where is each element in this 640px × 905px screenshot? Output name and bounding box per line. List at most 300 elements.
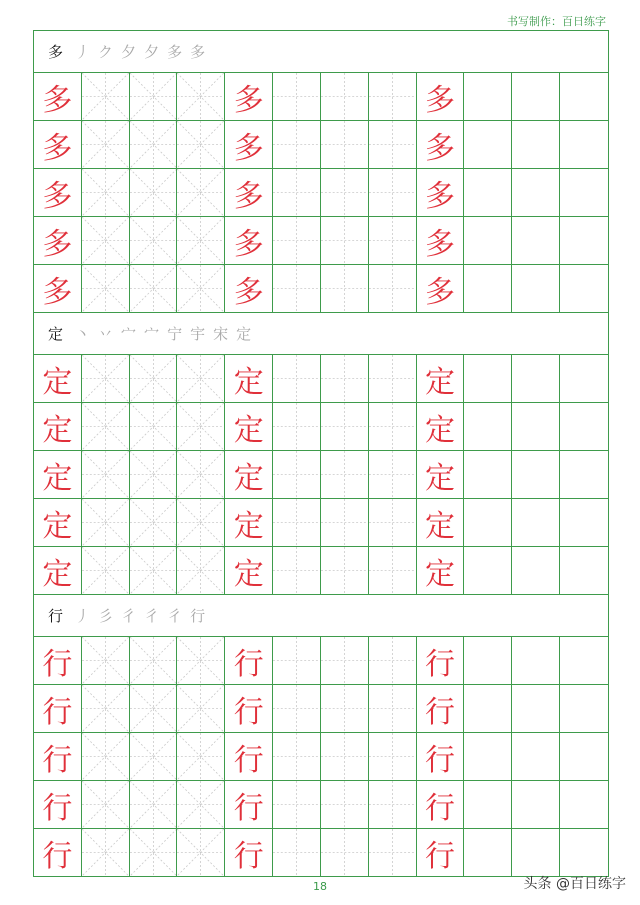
practice-cell[interactable] [177,121,225,168]
section-header [34,31,608,73]
blank-practice-cell[interactable] [464,547,512,594]
model-character-cell[interactable] [417,781,465,828]
practice-cell[interactable] [82,73,130,120]
model-character-cell[interactable] [417,499,465,546]
model-character-cell[interactable] [417,451,465,498]
model-character: 行 [425,790,456,826]
practice-cell[interactable] [321,73,369,120]
practice-cell[interactable] [130,685,178,732]
model-character-cell[interactable] [225,781,273,828]
field-grid-guide [273,829,320,876]
model-character: 多 [425,130,456,166]
practice-cell[interactable] [369,265,417,312]
model-character-cell[interactable] [225,547,273,594]
practice-cell[interactable] [369,403,417,450]
model-character-cell[interactable] [34,403,82,450]
model-character: 多 [42,226,73,262]
practice-cell[interactable] [321,685,369,732]
model-character: 定 [233,412,264,448]
practice-row [34,829,608,877]
model-character-cell[interactable] [225,637,273,684]
blank-practice-cell[interactable] [512,403,560,450]
model-character-cell[interactable] [34,355,82,402]
practice-cell[interactable] [369,169,417,216]
blank-practice-cell[interactable] [512,73,560,120]
practice-cell[interactable] [369,781,417,828]
rice-grid-guide [130,451,177,498]
rice-grid-guide [130,685,177,732]
blank-practice-cell[interactable] [512,451,560,498]
blank-practice-cell[interactable] [512,733,560,780]
practice-cell[interactable] [273,499,321,546]
rice-grid-guide [82,637,129,684]
practice-cell[interactable] [82,637,130,684]
blank-practice-cell[interactable] [512,781,560,828]
practice-cell[interactable] [82,685,130,732]
field-grid-guide [321,547,368,594]
practice-cell[interactable] [273,547,321,594]
blank-practice-cell[interactable] [560,685,608,732]
model-character: 定 [42,412,73,448]
practice-cell[interactable] [273,637,321,684]
rice-grid-guide [130,781,177,828]
model-character: 行 [425,838,456,874]
rice-grid-guide [177,637,224,684]
practice-row [34,637,608,685]
field-grid-guide [369,169,416,216]
rice-grid-guide [177,685,224,732]
field-grid-guide [369,637,416,684]
model-character: 定 [42,556,73,592]
practice-cell[interactable] [82,403,130,450]
model-character-cell[interactable] [417,355,465,402]
blank-practice-cell[interactable] [560,121,608,168]
model-character-cell[interactable] [417,637,465,684]
rice-grid-guide [130,637,177,684]
model-character: 行 [425,694,456,730]
blank-practice-cell[interactable] [560,451,608,498]
model-character-cell[interactable] [34,829,82,876]
practice-cell[interactable] [369,733,417,780]
practice-cell[interactable] [82,355,130,402]
page-number: 18 [313,880,327,893]
model-character-cell[interactable] [225,733,273,780]
blank-practice-cell[interactable] [560,355,608,402]
rice-grid-guide [82,265,129,312]
model-character-cell[interactable] [34,169,82,216]
blank-practice-cell[interactable] [560,265,608,312]
stroke-order-step: 丷 [98,325,114,343]
blank-practice-cell[interactable] [560,73,608,120]
field-grid-guide [369,499,416,546]
practice-cell[interactable] [321,265,369,312]
field-grid-guide [369,547,416,594]
practice-cell[interactable] [177,355,225,402]
field-grid-guide [273,73,320,120]
practice-cell[interactable] [130,547,178,594]
blank-practice-cell[interactable] [512,169,560,216]
practice-cell[interactable] [177,217,225,264]
practice-row [34,217,608,265]
rice-grid-guide [177,169,224,216]
practice-cell[interactable] [177,73,225,120]
model-character: 定 [42,508,73,544]
practice-cell[interactable] [369,73,417,120]
practice-cell[interactable] [177,451,225,498]
practice-cell[interactable] [369,451,417,498]
model-character-cell[interactable] [225,265,273,312]
model-character-cell[interactable] [34,73,82,120]
practice-cell[interactable] [369,547,417,594]
model-character: 行 [425,646,456,682]
model-character: 定 [233,364,264,400]
blank-practice-cell[interactable] [512,829,560,876]
rice-grid-guide [82,499,129,546]
model-character: 定 [233,556,264,592]
practice-cell[interactable] [273,265,321,312]
blank-practice-cell[interactable] [464,829,512,876]
practice-cell[interactable] [273,829,321,876]
blank-practice-cell[interactable] [512,121,560,168]
practice-cell[interactable] [273,121,321,168]
model-character-cell[interactable] [417,265,465,312]
rice-grid-guide [82,547,129,594]
blank-practice-cell[interactable] [512,547,560,594]
field-grid-guide [321,121,368,168]
model-character-cell[interactable] [225,499,273,546]
section-character: 定 [48,325,64,343]
practice-cell[interactable] [130,499,178,546]
blank-practice-cell[interactable] [560,547,608,594]
stroke-order-step: 定 [236,325,252,343]
practice-cell[interactable] [82,265,130,312]
practice-cell[interactable] [82,499,130,546]
practice-cell[interactable] [273,355,321,402]
practice-cell[interactable] [321,637,369,684]
model-character: 行 [42,790,73,826]
blank-practice-cell[interactable] [464,355,512,402]
blank-practice-cell[interactable] [464,121,512,168]
stroke-order-step: 多 [190,43,206,61]
field-grid-guide [321,781,368,828]
rice-grid-guide [82,781,129,828]
rice-grid-guide [82,355,129,402]
blank-practice-cell[interactable] [512,217,560,264]
model-character-cell[interactable] [34,781,82,828]
practice-cell[interactable] [82,169,130,216]
practice-cell[interactable] [130,829,178,876]
blank-practice-cell[interactable] [512,499,560,546]
field-grid-guide [369,403,416,450]
practice-cell[interactable] [177,499,225,546]
model-character-cell[interactable] [225,829,273,876]
rice-grid-guide [177,451,224,498]
model-character-cell[interactable] [417,829,465,876]
field-grid-guide [273,403,320,450]
field-grid-guide [321,355,368,402]
blank-practice-cell[interactable] [464,451,512,498]
model-character: 行 [42,742,73,778]
practice-cell[interactable] [177,169,225,216]
model-character-cell[interactable] [34,637,82,684]
practice-row [34,403,608,451]
rice-grid-guide [82,829,129,876]
field-grid-guide [369,685,416,732]
practice-cell[interactable] [82,217,130,264]
rice-grid-guide [130,547,177,594]
rice-grid-guide [130,265,177,312]
model-character: 多 [425,274,456,310]
model-character: 多 [233,82,264,118]
practice-cell[interactable] [177,685,225,732]
field-grid-guide [369,781,416,828]
model-character-cell[interactable] [225,451,273,498]
model-character: 定 [425,556,456,592]
model-character-cell[interactable] [34,547,82,594]
field-grid-guide [369,733,416,780]
model-character-cell[interactable] [225,217,273,264]
model-character: 定 [233,508,264,544]
practice-cell[interactable] [273,169,321,216]
practice-cell[interactable] [273,451,321,498]
model-character: 多 [233,130,264,166]
practice-cell[interactable] [130,451,178,498]
model-character: 多 [42,82,73,118]
field-grid-guide [321,169,368,216]
practice-cell[interactable] [130,73,178,120]
practice-cell[interactable] [82,121,130,168]
practice-cell[interactable] [369,121,417,168]
model-character: 行 [42,838,73,874]
field-grid-guide [369,121,416,168]
rice-grid-guide [82,733,129,780]
blank-practice-cell[interactable] [464,637,512,684]
practice-cell[interactable] [273,685,321,732]
rice-grid-guide [177,547,224,594]
blank-practice-cell[interactable] [464,499,512,546]
practice-row [34,73,608,121]
model-character: 行 [233,646,264,682]
model-character: 行 [42,646,73,682]
practice-cell[interactable] [177,403,225,450]
practice-cell[interactable] [369,499,417,546]
practice-cell[interactable] [130,121,178,168]
practice-cell[interactable] [273,781,321,828]
practice-cell[interactable] [321,733,369,780]
model-character-cell[interactable] [34,499,82,546]
field-grid-guide [273,169,320,216]
field-grid-guide [321,685,368,732]
practice-cell[interactable] [321,451,369,498]
field-grid-guide [273,121,320,168]
practice-cell[interactable] [177,547,225,594]
rice-grid-guide [130,829,177,876]
stroke-order-step: 彳 [144,607,160,625]
stroke-order-step: 宀 [121,325,137,343]
field-grid-guide [321,73,368,120]
rice-grid-guide [177,121,224,168]
model-character-cell[interactable] [417,169,465,216]
practice-cell[interactable] [177,637,225,684]
field-grid-guide [273,685,320,732]
practice-cell[interactable] [321,355,369,402]
model-character-cell[interactable] [225,121,273,168]
practice-cell[interactable] [273,733,321,780]
practice-cell[interactable] [369,637,417,684]
practice-cell[interactable] [321,217,369,264]
practice-cell[interactable] [130,265,178,312]
practice-cell[interactable] [82,781,130,828]
blank-practice-cell[interactable] [464,685,512,732]
practice-cell[interactable] [369,355,417,402]
rice-grid-guide [177,355,224,402]
blank-practice-cell[interactable] [512,265,560,312]
model-character: 多 [42,130,73,166]
stroke-order-step: 夕 [144,43,160,61]
stroke-order-step: 丿 [75,43,91,61]
model-character-cell[interactable] [417,733,465,780]
practice-cell[interactable] [321,121,369,168]
stroke-order-step: 彳 [167,607,183,625]
practice-cell[interactable] [130,637,178,684]
stroke-order-step: 宇 [190,325,206,343]
blank-practice-cell[interactable] [512,355,560,402]
stroke-order-step: 宁 [167,325,183,343]
practice-cell[interactable] [321,547,369,594]
watermark: 头条 @百日练字 [523,876,626,892]
field-grid-guide [369,73,416,120]
rice-grid-guide [177,73,224,120]
practice-cell[interactable] [321,499,369,546]
practice-sheet [33,30,609,877]
rice-grid-guide [130,217,177,264]
model-character-cell[interactable] [417,403,465,450]
practice-cell[interactable] [369,685,417,732]
stroke-order-step: 丶 [75,325,91,343]
practice-cell[interactable] [321,169,369,216]
model-character-cell[interactable] [417,217,465,264]
model-character-cell[interactable] [417,547,465,594]
practice-cell[interactable] [273,403,321,450]
practice-cell[interactable] [177,265,225,312]
practice-row [34,121,608,169]
practice-cell[interactable] [369,217,417,264]
model-character: 行 [425,742,456,778]
blank-practice-cell[interactable] [464,781,512,828]
field-grid-guide [321,217,368,264]
rice-grid-guide [130,733,177,780]
model-character-cell[interactable] [225,355,273,402]
practice-cell[interactable] [273,73,321,120]
model-character-cell[interactable] [417,121,465,168]
field-grid-guide [273,733,320,780]
practice-cell[interactable] [177,829,225,876]
field-grid-guide [321,829,368,876]
blank-practice-cell[interactable] [560,829,608,876]
model-character-cell[interactable] [225,73,273,120]
model-character-cell[interactable] [34,121,82,168]
practice-cell[interactable] [130,355,178,402]
practice-row [34,685,608,733]
practice-cell[interactable] [321,403,369,450]
model-character-cell[interactable] [34,451,82,498]
rice-grid-guide [82,169,129,216]
practice-cell[interactable] [369,829,417,876]
model-character-cell[interactable] [225,685,273,732]
rice-grid-guide [177,781,224,828]
field-grid-guide [369,451,416,498]
blank-practice-cell[interactable] [560,781,608,828]
practice-cell[interactable] [82,451,130,498]
model-character: 多 [233,274,264,310]
blank-practice-cell[interactable] [560,169,608,216]
model-character-cell[interactable] [34,217,82,264]
stroke-order-step: 丿 [75,607,91,625]
blank-practice-cell[interactable] [464,403,512,450]
practice-cell[interactable] [321,829,369,876]
model-character: 行 [42,694,73,730]
practice-cell[interactable] [130,733,178,780]
practice-cell[interactable] [130,169,178,216]
rice-grid-guide [177,217,224,264]
blank-practice-cell[interactable] [464,169,512,216]
field-grid-guide [273,547,320,594]
field-grid-guide [321,499,368,546]
model-character-cell[interactable] [225,169,273,216]
blank-practice-cell[interactable] [512,685,560,732]
field-grid-guide [273,217,320,264]
model-character-cell[interactable] [34,265,82,312]
model-character-cell[interactable] [417,73,465,120]
stroke-order-step: 宋 [213,325,229,343]
blank-practice-cell[interactable] [560,637,608,684]
model-character-cell[interactable] [34,733,82,780]
blank-practice-cell[interactable] [560,733,608,780]
practice-cell[interactable] [82,829,130,876]
stroke-order-step: ク [98,43,114,61]
blank-practice-cell[interactable] [464,217,512,264]
field-grid-guide [369,355,416,402]
blank-practice-cell[interactable] [560,217,608,264]
blank-practice-cell[interactable] [464,265,512,312]
model-character-cell[interactable] [34,685,82,732]
practice-row [34,265,608,313]
practice-row [34,547,608,595]
practice-cell[interactable] [177,781,225,828]
model-character-cell[interactable] [417,685,465,732]
practice-cell[interactable] [130,403,178,450]
blank-practice-cell[interactable] [560,403,608,450]
practice-cell[interactable] [130,781,178,828]
practice-cell[interactable] [130,217,178,264]
blank-practice-cell[interactable] [512,637,560,684]
field-grid-guide [321,265,368,312]
practice-cell[interactable] [321,781,369,828]
practice-row [34,169,608,217]
field-grid-guide [273,499,320,546]
practice-cell[interactable] [82,733,130,780]
practice-cell[interactable] [177,733,225,780]
rice-grid-guide [130,73,177,120]
practice-cell[interactable] [273,217,321,264]
practice-cell[interactable] [82,547,130,594]
model-character-cell[interactable] [225,403,273,450]
blank-practice-cell[interactable] [464,73,512,120]
model-character: 定 [425,364,456,400]
blank-practice-cell[interactable] [560,499,608,546]
model-character: 多 [42,274,73,310]
blank-practice-cell[interactable] [464,733,512,780]
